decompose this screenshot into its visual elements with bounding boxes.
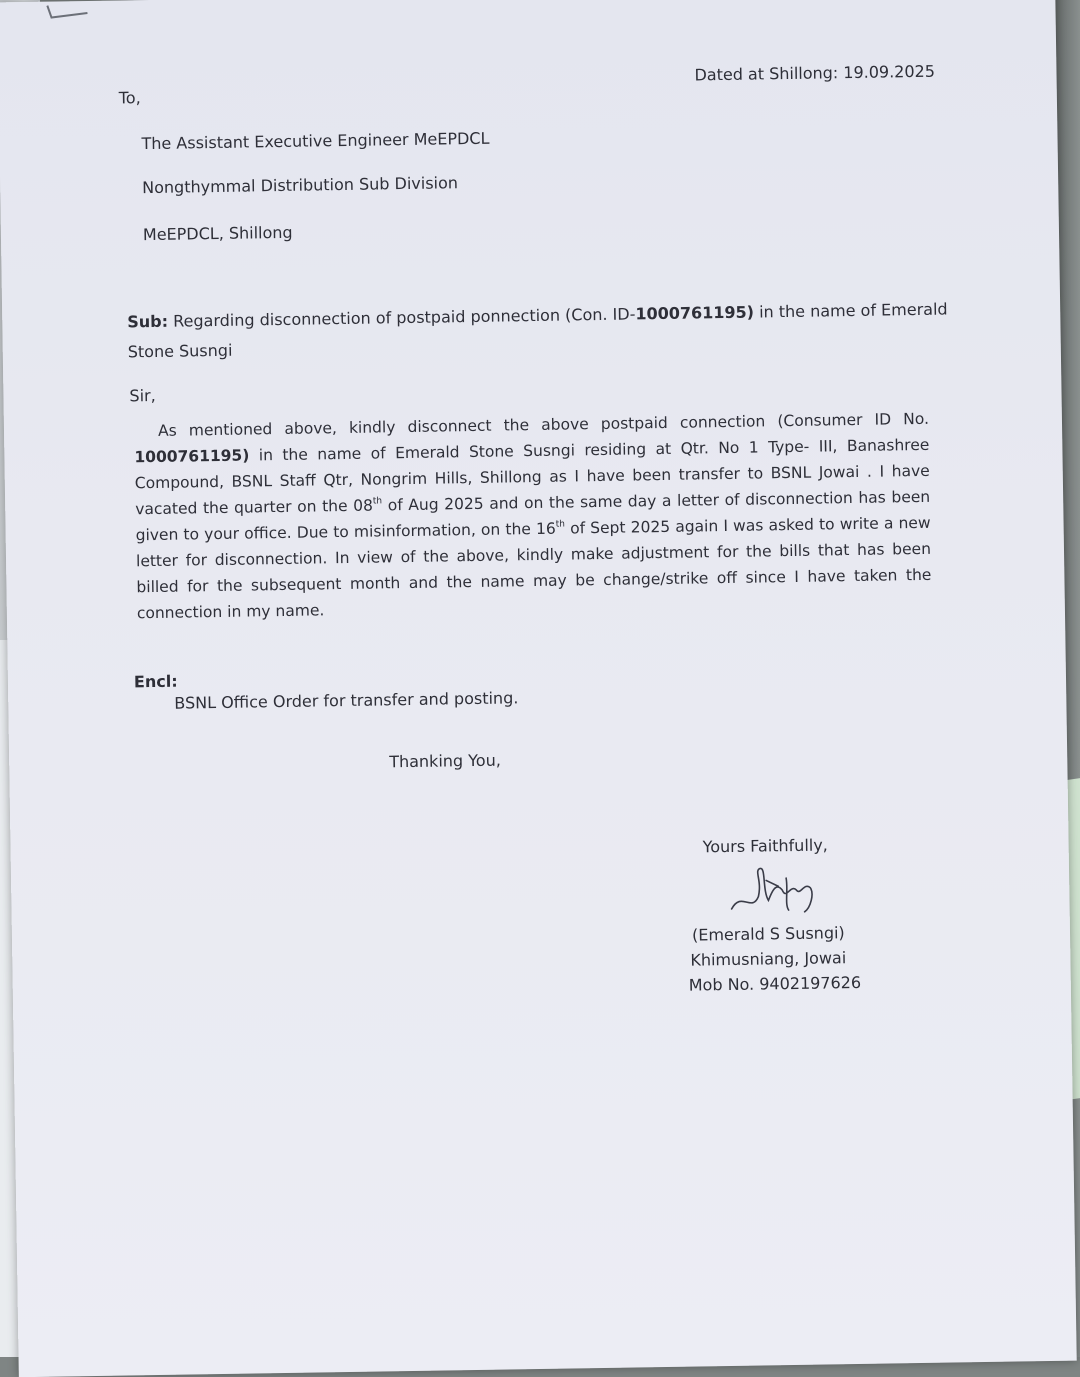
body-part-1: As mentioned above, kindly disconnect the above postpaid connection (Consumer ID No.: [157, 409, 930, 440]
greeting: Sir,: [129, 385, 156, 406]
sender-address: Khimusniang, Jowai: [690, 948, 847, 970]
body-part-3: of Aug 2025 and on the same day a letter of disconnection has been given to your office. Due to misinformation, on the 16: [135, 487, 931, 545]
enclosure-label: Encl:: [133, 671, 178, 692]
body-part-2: in the name of Emerald Stone Susngi residing at Qtr. No 1 Type- III, Banashree Compound, BSNL Staff Qtr, Nongrim Hills, Shillong as I have been transfer to BSNL Jowai . I have vacated the quarter on the 08: [134, 435, 930, 519]
sender-name: (Emerald S Susngi): [691, 923, 845, 945]
recipient-line-1: The Assistant Executive Engineer MeEPDCL: [141, 128, 490, 154]
date-line: Dated at Shillong: 19.09.2025: [694, 61, 936, 85]
subject-line-1: [127, 300, 948, 333]
body-sup-1: th: [372, 496, 383, 507]
signature-icon: [726, 859, 827, 921]
sender-mobile: Mob No. 9402197626: [688, 972, 862, 995]
enclosure-item: BSNL Office Order for transfer and posting.: [174, 688, 519, 713]
letter-body: [134, 406, 932, 626]
pen-mark-icon: [37, 3, 97, 24]
recipient-line-2: Nongthymmal Distribution Sub Division: [142, 173, 459, 198]
subject-line-2: Stone Susngi: [127, 340, 233, 362]
salutation-to: To,: [118, 88, 141, 108]
body-consumer-id: 1000761195): [134, 446, 250, 467]
subject-con-id: 1000761195): [635, 302, 755, 324]
thanks-line: Thanking You,: [389, 750, 502, 772]
subject-label: Sub:: [127, 311, 169, 332]
body-sup-2: th: [555, 519, 565, 530]
recipient-line-3: MeEPDCL, Shillong: [142, 222, 293, 245]
body-part-4: of Sept 2025 again I was asked to write a new letter for disconnection. In view of the above, kindly make adjustment for the bills that has been billed for the subsequent month and the name may be change/strike off since I have taken the connection in my name.: [135, 513, 932, 623]
subject-text: Regarding disconnection of postpaid ponnection (Con. ID-: [173, 304, 636, 331]
subject-text-end: in the name of Emerald: [753, 299, 948, 322]
closing-line: Yours Faithfully,: [702, 835, 828, 857]
